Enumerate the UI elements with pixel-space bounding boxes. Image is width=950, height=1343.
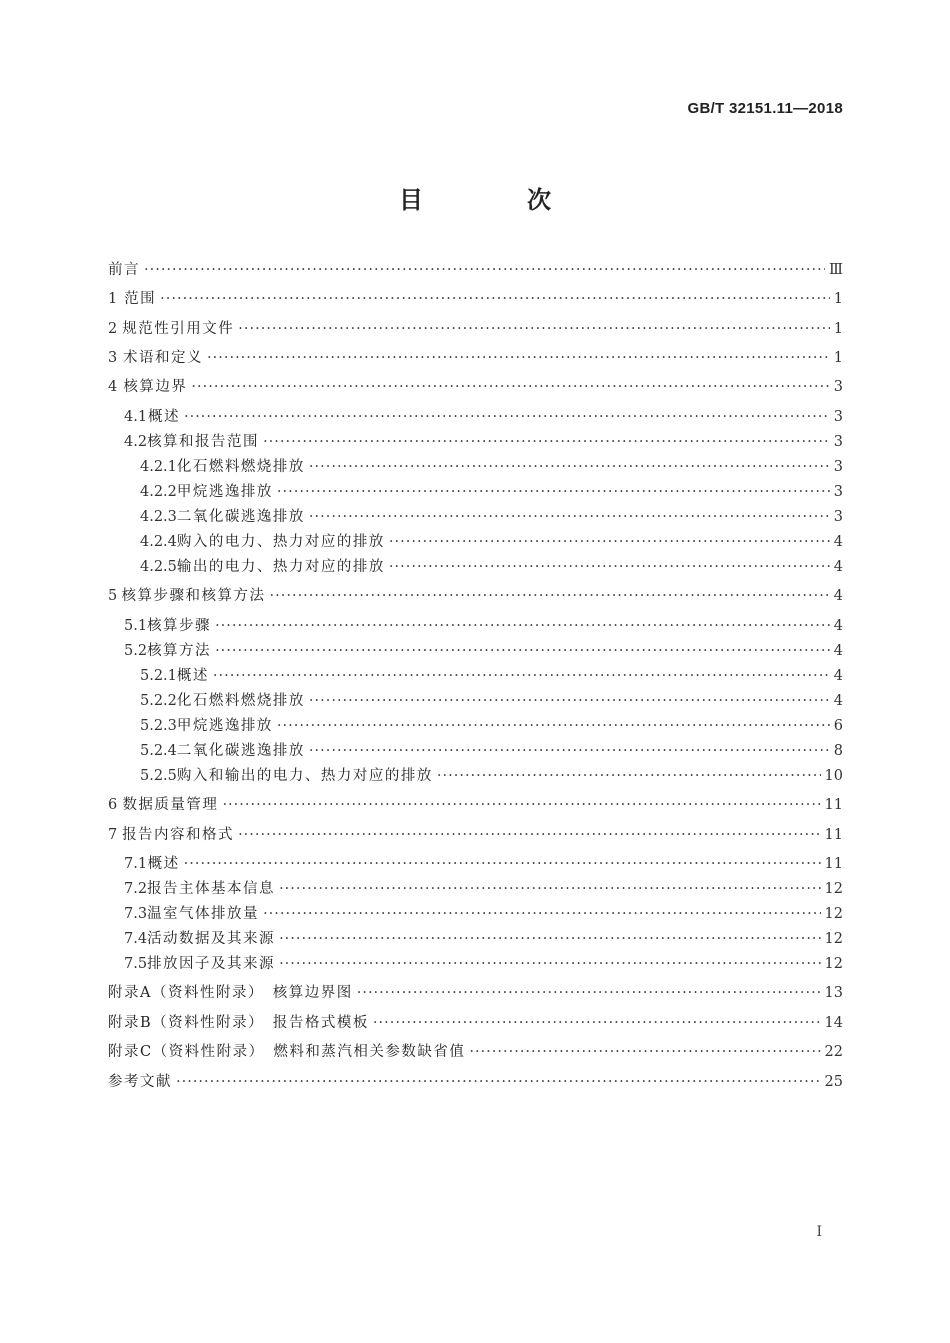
toc-entry-number: 4.2.3	[140, 509, 177, 525]
toc-entry[interactable]	[108, 852, 843, 876]
toc-entry-number: 4.2	[124, 434, 148, 450]
toc-entry-number: 5.2.3	[140, 718, 177, 734]
toc-entry-page: 4	[833, 559, 843, 575]
toc-entry-page: 12	[824, 956, 843, 972]
toc-entry-number: 6	[108, 797, 118, 813]
toc-entry-label: 核算步骤	[147, 618, 212, 634]
toc-entry-page: 6	[833, 718, 843, 734]
toc-entry[interactable]	[108, 639, 843, 663]
toc-dot-leader	[437, 764, 821, 788]
toc-entry-page: Ⅲ	[829, 262, 843, 278]
toc-entry-label: 附录A（资料性附录） 核算边界图	[108, 985, 353, 1001]
toc-entry-page: 3	[833, 434, 843, 450]
toc-dot-leader	[263, 902, 820, 926]
toc-entry-label: 核算方法	[147, 643, 212, 659]
toc-entry-page: 4	[833, 534, 843, 550]
toc-entry[interactable]	[108, 981, 843, 1005]
toc-entry-number: 3	[108, 350, 118, 366]
toc-entry[interactable]	[108, 375, 843, 399]
toc-entry[interactable]	[108, 614, 843, 638]
toc-dot-leader	[238, 823, 820, 847]
toc-dot-leader	[309, 455, 830, 479]
toc-entry-page: 10	[824, 768, 843, 784]
toc-entry-number: 7.4	[124, 931, 148, 947]
toc-dot-leader	[277, 714, 830, 738]
toc-entry-label: 附录B（资料性附录） 报告格式模板	[108, 1015, 369, 1031]
toc-entry-number: 7.1	[124, 856, 148, 872]
toc-entry-label: 核算边界	[123, 379, 188, 395]
toc-entry-number: 7	[108, 827, 118, 843]
toc-entry-label: 概述	[147, 409, 180, 425]
toc-dot-leader	[270, 584, 830, 608]
toc-entry-page: 12	[824, 881, 843, 897]
standard-code: GB/T 32151.11—2018	[687, 100, 843, 117]
toc-entry-number: 4.2.4	[140, 534, 177, 550]
toc-entry-label: 数据质量管理	[122, 797, 219, 813]
toc-dot-leader	[213, 664, 830, 688]
toc-dot-leader	[222, 793, 820, 817]
toc-entry-page: 8	[833, 743, 843, 759]
toc-entry[interactable]	[108, 1011, 843, 1035]
toc-entry[interactable]	[108, 555, 843, 579]
toc-entry-number: 5.2.5	[140, 768, 177, 784]
toc-entry-number: 4.2.2	[140, 484, 177, 500]
toc-entry-number: 2	[108, 321, 118, 337]
toc-dot-leader	[373, 1011, 821, 1035]
toc-entry[interactable]	[108, 902, 843, 926]
toc-dot-leader	[309, 739, 830, 763]
toc-entry-label: 附录C（资料性附录） 燃料和蒸汽相关参数缺省值	[108, 1044, 466, 1060]
toc-entry-label: 概述	[176, 668, 209, 684]
toc-dot-leader	[263, 430, 830, 454]
toc-entry[interactable]	[108, 689, 843, 713]
toc-dot-leader	[184, 852, 821, 876]
toc-entry-page: 4	[833, 668, 843, 684]
toc-entry-page: 1	[833, 321, 843, 337]
toc-entry-page: 1	[833, 350, 843, 366]
toc-entry-page: 4	[833, 588, 843, 604]
toc-entry-label: 概述	[147, 856, 180, 872]
toc-entry-number: 5.2	[124, 643, 148, 659]
toc-entry-number: 1	[108, 291, 118, 307]
toc-dot-leader	[184, 405, 830, 429]
toc-entry[interactable]	[108, 455, 843, 479]
toc-dot-leader	[279, 877, 820, 901]
toc-dot-leader	[144, 258, 825, 282]
toc-entry[interactable]	[108, 584, 843, 608]
toc-entry-number: 4	[108, 379, 118, 395]
toc-entry[interactable]	[108, 764, 843, 788]
toc-entry-label: 二氧化碳逃逸排放	[176, 509, 305, 525]
toc-dot-leader	[279, 952, 820, 976]
toc-entry-label: 核算和报告范围	[147, 434, 260, 450]
toc-dot-leader	[160, 287, 830, 311]
footer-page-number: Ⅰ	[816, 1224, 822, 1240]
toc-entry-page: 11	[824, 827, 843, 843]
toc-entry-number: 5.2.4	[140, 743, 177, 759]
toc-entry-page: 4	[833, 643, 843, 659]
toc-entry-number: 7.5	[124, 956, 148, 972]
toc-entry[interactable]	[108, 877, 843, 901]
toc-entry[interactable]	[108, 823, 843, 847]
toc-entry-label: 核算步骤和核算方法	[121, 588, 266, 604]
toc-entry-number: 5.2.1	[140, 668, 177, 684]
toc-entry-label: 购入和输出的电力、热力对应的排放	[176, 768, 433, 784]
toc-entry-label: 范围	[124, 291, 157, 307]
toc-dot-leader	[389, 555, 830, 579]
toc-entry[interactable]	[108, 793, 843, 817]
toc-dot-leader	[357, 981, 821, 1005]
toc-entry-number: 4.1	[124, 409, 148, 425]
toc-entry[interactable]	[108, 739, 843, 763]
toc-dot-leader	[176, 1070, 821, 1094]
toc-entry-page: 3	[833, 509, 843, 525]
toc-entry-page: 12	[824, 906, 843, 922]
page-title: 目 次	[399, 185, 591, 214]
toc-entry-number: 4.2.1	[140, 459, 177, 475]
toc-entry[interactable]	[108, 505, 843, 529]
toc-dot-leader	[469, 1040, 820, 1064]
toc-entry-label: 输出的电力、热力对应的排放	[176, 559, 385, 575]
toc-entry-page: 4	[833, 618, 843, 634]
toc-dot-leader	[309, 505, 830, 529]
toc-entry[interactable]	[108, 952, 843, 976]
toc-entry-label: 术语和定义	[123, 350, 204, 366]
toc-entry-label: 报告主体基本信息	[147, 881, 276, 897]
toc-dot-leader	[215, 614, 830, 638]
toc-entry[interactable]	[108, 258, 843, 282]
toc-entry-label: 化石燃料燃烧排放	[176, 459, 305, 475]
toc-entry-page: 11	[824, 797, 843, 813]
toc-entry-page: 14	[824, 1015, 843, 1031]
toc-entry[interactable]	[108, 1040, 843, 1064]
toc-entry-label: 温室气体排放量	[147, 906, 260, 922]
toc-dot-leader	[309, 689, 830, 713]
toc-entry[interactable]	[108, 664, 843, 688]
toc-entry-number: 5.2.2	[140, 693, 177, 709]
toc-entry[interactable]	[108, 927, 843, 951]
toc-entry-page: 3	[833, 484, 843, 500]
toc-entry-number: 7.2	[124, 881, 148, 897]
toc-entry-label: 前言	[108, 262, 140, 278]
toc-entry-label: 报告内容和格式	[122, 827, 235, 843]
toc-dot-leader	[207, 346, 830, 370]
toc-entry[interactable]	[108, 346, 843, 370]
toc-dot-leader	[279, 927, 820, 951]
toc-dot-leader	[277, 480, 830, 504]
toc-entry-number: 4.2.5	[140, 559, 177, 575]
toc-entry-label: 规范性引用文件	[122, 321, 235, 337]
toc-entry-label: 活动数据及其来源	[147, 931, 276, 947]
toc-entry-page: 12	[824, 931, 843, 947]
toc-entry-page: 3	[833, 459, 843, 475]
toc-entry[interactable]	[108, 530, 843, 554]
toc-entry-label: 甲烷逃逸排放	[176, 718, 273, 734]
toc-entry-page: 25	[824, 1074, 843, 1090]
toc-entry-page: 13	[824, 985, 843, 1001]
toc-entry-page: 3	[833, 379, 843, 395]
toc-entry-page: 4	[833, 693, 843, 709]
toc-entry-label: 甲烷逃逸排放	[176, 484, 273, 500]
toc-dot-leader	[389, 530, 830, 554]
toc-entry-page: 22	[824, 1044, 843, 1060]
toc-entry[interactable]	[108, 714, 843, 738]
toc-entry[interactable]	[108, 430, 843, 454]
toc-dot-leader	[238, 317, 829, 341]
toc-entry[interactable]	[108, 480, 843, 504]
toc-entry[interactable]	[108, 317, 843, 341]
toc-entry[interactable]	[108, 287, 843, 311]
toc-dot-leader	[215, 639, 830, 663]
toc-dot-leader	[191, 375, 829, 399]
toc-entry-number: 5.1	[124, 618, 148, 634]
toc-entry-label: 排放因子及其来源	[147, 956, 276, 972]
toc-entry-page: 3	[833, 409, 843, 425]
toc-entry-label: 化石燃料燃烧排放	[176, 693, 305, 709]
toc-entry-page: 1	[833, 291, 843, 307]
toc-entry-number: 5	[108, 588, 118, 604]
toc-entry-label: 购入的电力、热力对应的排放	[176, 534, 385, 550]
toc-entry-label: 参考文献	[108, 1074, 172, 1090]
toc-entry-label: 二氧化碳逃逸排放	[176, 743, 305, 759]
toc-entry[interactable]	[108, 1070, 843, 1094]
toc-entry-page: 11	[824, 856, 843, 872]
toc-entry-number: 7.3	[124, 906, 148, 922]
toc-entry[interactable]	[108, 405, 843, 429]
